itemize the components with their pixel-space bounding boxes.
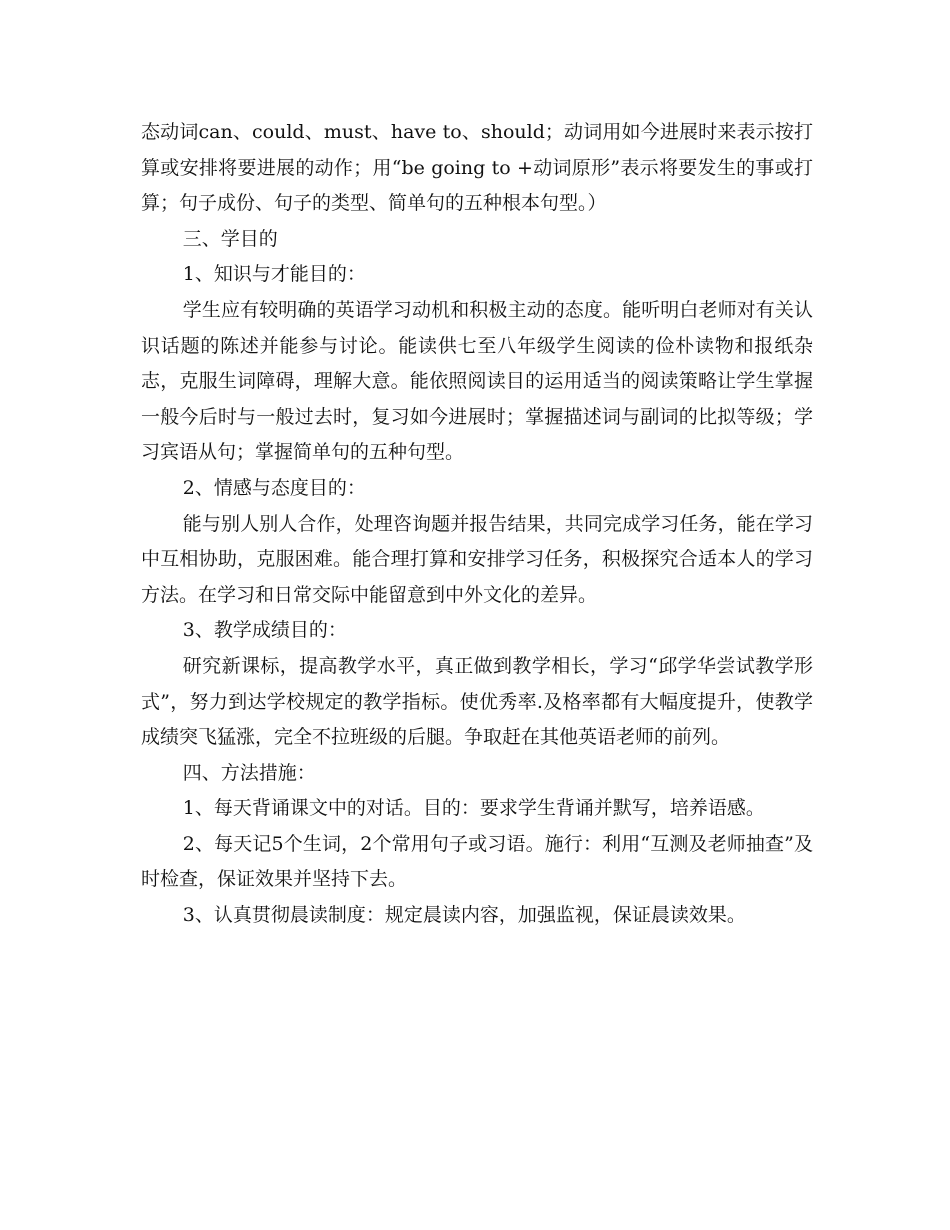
document-page [141,115,813,934]
body-paragraph: 态动词can、could、must、have to、should；动词用如今进展时来表示按打算或安排将要进展的动作；用“be going to +动词原形”表示将要发生的事或打算；句子成份、句子的类型、简单句的五种根本句型。） [141,121,813,215]
subsection-heading: 2、情感与态度目的： [182,476,366,499]
body-paragraph: 能与别人别人合作，处理咨询题并报告结果，共同完成学习任务，能在学习中互相协助，克服困难。能合理打算和安排学习任务，积极探究合适本人的学习方法。在学习和日常交际中能留意到中外文化的差异。 [141,512,813,606]
body-paragraph: 学生应有较明确的英语学习动机和积极主动的态度。能听明白老师对有关认识话题的陈述并能参与讨论。能读供七至八年级学生阅读的俭朴读物和报纸杂志，克服生词障碍，理解大意。能依照阅读目的运用适当的阅读策略让学生掌握一般今后时与一般过去时，复习如今进展时；掌握描述词与副词的比拟等级；学习宾语从句；掌握简单句的五种句型。 [141,298,813,464]
subsection-heading: 1、知识与才能目的： [182,263,366,286]
list-item: 1、每天背诵课文中的对话。目的：要求学生背诵并默写，培养语感。 [182,797,765,820]
section-heading: 三、学目的 [182,227,278,250]
subsection-heading: 3、教学成绩目的： [182,619,347,642]
section-heading: 四、方法措施： [182,761,316,784]
list-item: 3、认真贯彻晨读制度：规定晨读内容，加强监视，保证晨读效果。 [182,904,746,927]
body-paragraph: 研究新课标，提高教学水平，真正做到教学相长，学习“邱学华尝试教学形式”，努力到达学校规定的教学指标。使优秀率.及格率都有大幅度提升，使教学成绩突飞猛涨，完全不拉班级的后腿。争取赶在其他英语老师的前列。 [141,654,813,749]
list-item: 2、每天记5个生词，2个常用句子或习语。施行：利用“互测及老师抽查”及时检查，保证效果并坚持下去。 [141,832,813,891]
